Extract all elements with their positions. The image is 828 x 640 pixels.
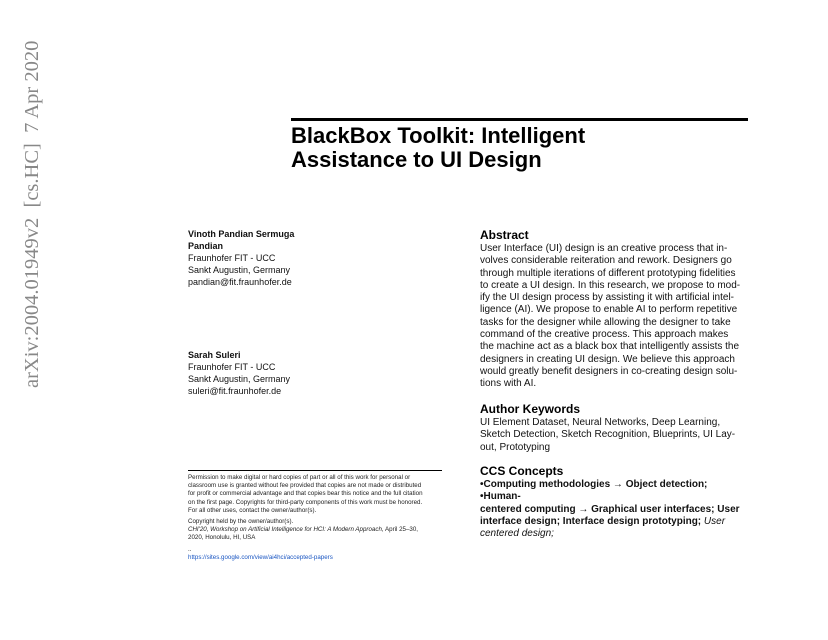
author-location: Sankt Augustin, Germany	[188, 265, 291, 275]
ccs-body	[480, 479, 750, 540]
author-name: Sarah Suleri	[188, 350, 241, 360]
keywords-line: out, Prototyping	[480, 441, 551, 453]
abstract-line: ligence (AI). We propose to enable AI to perform repetitive	[480, 304, 738, 316]
permission-line: Permission to make digital or hard copies of part or all of this work for personal or	[188, 474, 411, 481]
abstract-line: the machine act as a black box that intelligently assists the	[480, 341, 740, 353]
venue-location: 2020, Honolulu, HI, USA	[188, 534, 256, 542]
ccs-heading: CCS Concepts	[480, 464, 564, 478]
author-affiliation: Fraunhofer FIT - UCC	[188, 253, 276, 263]
permission-line: on the first page. Copyrights for third-party components of this work must be honored.	[188, 498, 423, 506]
abstract-line: User Interface (UI) design is an creative process that in-	[480, 243, 728, 254]
copyright-notice	[188, 518, 446, 543]
author-name: Vinoth Pandian Sermuga	[188, 229, 295, 239]
abstract-line: command of the creative process. This approach makes	[480, 329, 729, 341]
ccs-line: •Computing methodologies → Object detection; •Human-	[480, 479, 708, 503]
abstract-section	[480, 228, 750, 391]
arxiv-stamp-text: arXiv:2004.01949v2 [cs.HC] 7 Apr 2020	[21, 40, 43, 388]
paper-title-line-2: Assistance to UI Design	[291, 147, 542, 172]
abstract-body	[480, 243, 750, 391]
keywords-heading: Author Keywords	[480, 402, 581, 416]
arxiv-stamp	[14, 30, 46, 390]
ccs-line: centered computing → Graphical user interfaces; User	[480, 503, 740, 515]
author-block	[188, 349, 298, 397]
ccs-line-italic: User	[701, 515, 726, 527]
author-affiliation: Fraunhofer FIT - UCC	[188, 362, 276, 372]
ccs-section	[480, 464, 750, 540]
abstract-line: through multiple iterations of different prototyping fidelities	[480, 267, 736, 279]
accepted-papers-link[interactable]: https://sites.google.com/view/ai4hci/accepted-papers	[188, 554, 333, 562]
abstract-line: would greatly benefit designers in co-creating design solu-	[480, 365, 738, 377]
ellipsis: ..	[188, 546, 192, 553]
venue-line	[188, 526, 446, 534]
permission-line: for profit or commercial advantage and that copies bear this notice and the full citation	[188, 490, 423, 498]
paper-title	[291, 124, 748, 172]
venue-date: April 25–30,	[383, 526, 419, 534]
abstract-line: tions with AI.	[480, 378, 537, 390]
ccs-line-bold: interface design; Interface design prototyping;	[480, 515, 702, 527]
permission-line: For all other uses, contact the owner/author(s).	[188, 506, 317, 514]
ccs-line	[480, 516, 750, 528]
abstract-heading: Abstract	[480, 228, 529, 242]
permission-line: classroom use is granted without fee provided that copies are not made or distributed	[188, 482, 422, 490]
keywords-line: Sketch Detection, Sketch Recognition, Blueprints, UI Lay-	[480, 429, 736, 441]
copyright-line: Copyright held by the owner/author(s).	[188, 518, 294, 525]
abstract-line: designers in creating UI design. We believe this approach	[480, 353, 735, 365]
paper-title-line-1: BlackBox Toolkit: Intelligent	[291, 123, 586, 148]
url-notice	[188, 546, 446, 562]
author-name-cont: Pandian	[188, 241, 224, 251]
abstract-line: ify the UI design process by assisting it with artificial intel-	[480, 292, 734, 304]
abstract-line: volves considerable reiteration and rework. Designers go	[480, 255, 732, 267]
author-email: pandian@fit.fraunhofer.de	[188, 277, 292, 287]
title-rule	[291, 118, 748, 121]
keywords-section	[480, 402, 750, 454]
footnote-rule	[188, 470, 442, 471]
venue-prefix: CHI'20,	[188, 526, 209, 534]
author-location: Sankt Augustin, Germany	[188, 374, 291, 384]
abstract-line: to create a UI design. In this research, we propose to mod-	[480, 279, 741, 291]
permission-notice	[188, 474, 446, 515]
author-block	[188, 228, 298, 288]
keywords-line: UI Element Dataset, Neural Networks, Deep Learning,	[480, 417, 721, 428]
abstract-line: tasks for the designer while allowing the designer to take	[480, 316, 731, 328]
author-email: suleri@fit.fraunhofer.de	[188, 386, 282, 396]
venue-title: Workshop on Artificial Intelligence for HCI: A Modern Approach,	[208, 526, 384, 534]
ccs-line-italic: centered design;	[480, 528, 554, 540]
keywords-body	[480, 417, 750, 454]
